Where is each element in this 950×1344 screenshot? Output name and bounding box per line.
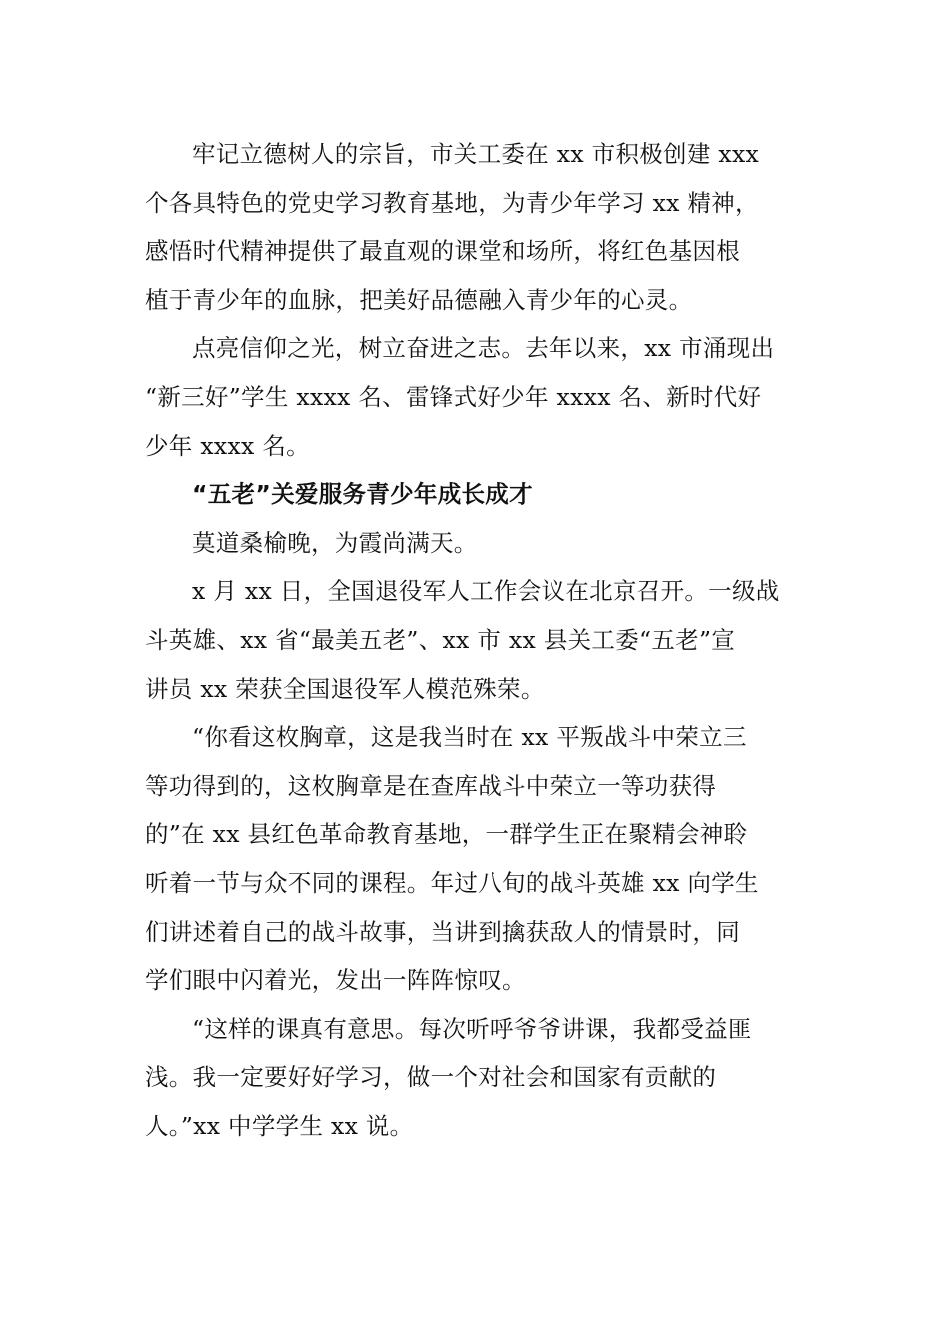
text-line: 牢记立德树人的宗旨，市关工委在 xx 市积极创建 xxx — [192, 140, 760, 168]
section-heading — [145, 470, 807, 519]
text-line: 讲员 xx 荣获全国退役军人模范殊荣。 — [145, 674, 545, 703]
text-line: 点亮信仰之光，树立奋进之志。去年以来，xx 市涌现出 — [192, 334, 775, 363]
text-line: 感悟时代精神提供了最直观的课堂和场所，将红色基因根 — [145, 237, 740, 266]
text-line: 听着一节与众不同的课程。年过八旬的战斗英雄 xx 向学生 — [145, 868, 759, 897]
text-line: 人。”xx 中学学生 xx 说。 — [145, 1111, 414, 1140]
text-line: 们讲述着自己的战斗故事，当讲到擒获敌人的情景时，同 — [145, 917, 740, 946]
text-line: “新三好”学生 xxxx 名、雷锋式好少年 xxxx 名、新时代好 — [145, 382, 762, 411]
text-line: “这样的课真有意思。每次听呼爷爷讲课，我都受益匪 — [192, 1014, 752, 1043]
text-line: x 月 xx 日，全国退役军人工作会议在北京召开。一级战 — [192, 577, 780, 606]
heading-text: “五老”关爱服务青少年成长成才 — [192, 480, 533, 509]
paragraph-3 — [145, 519, 807, 568]
paragraph-5 — [145, 713, 807, 1005]
paragraph-6 — [145, 1005, 807, 1151]
text-line: 植于青少年的血脉，把美好品德融入青少年的心灵。 — [145, 285, 693, 314]
text-line: 少年 xxxx 名。 — [145, 431, 310, 460]
text-line: 的”在 xx 县红色革命教育基地，一群学生正在聚精会神聆 — [145, 820, 748, 849]
paragraph-1 — [145, 130, 807, 324]
text-line: 斗英雄、xx 省“最美五老”、xx 市 xx 县关工委“五老”宣 — [145, 625, 736, 654]
text-line: 学们眼中闪着光，发出一阵阵惊叹。 — [145, 966, 526, 995]
paragraph-4 — [145, 567, 807, 713]
text-line: 个各具特色的党史学习教育基地，为青少年学习 xx 精神， — [145, 188, 759, 217]
paragraph-2 — [145, 324, 807, 470]
document-body — [145, 130, 807, 1150]
text-line: 等功得到的，这枚胸章是在查库战斗中荣立一等功获得 — [145, 771, 717, 800]
text-line: 浅。我一定要好好学习，做一个对社会和国家有贡献的 — [145, 1063, 717, 1092]
text-line: 莫道桑榆晚，为霞尚满天。 — [192, 528, 478, 557]
text-line: “你看这枚胸章，这是我当时在 xx 平叛战斗中荣立三 — [192, 723, 747, 752]
